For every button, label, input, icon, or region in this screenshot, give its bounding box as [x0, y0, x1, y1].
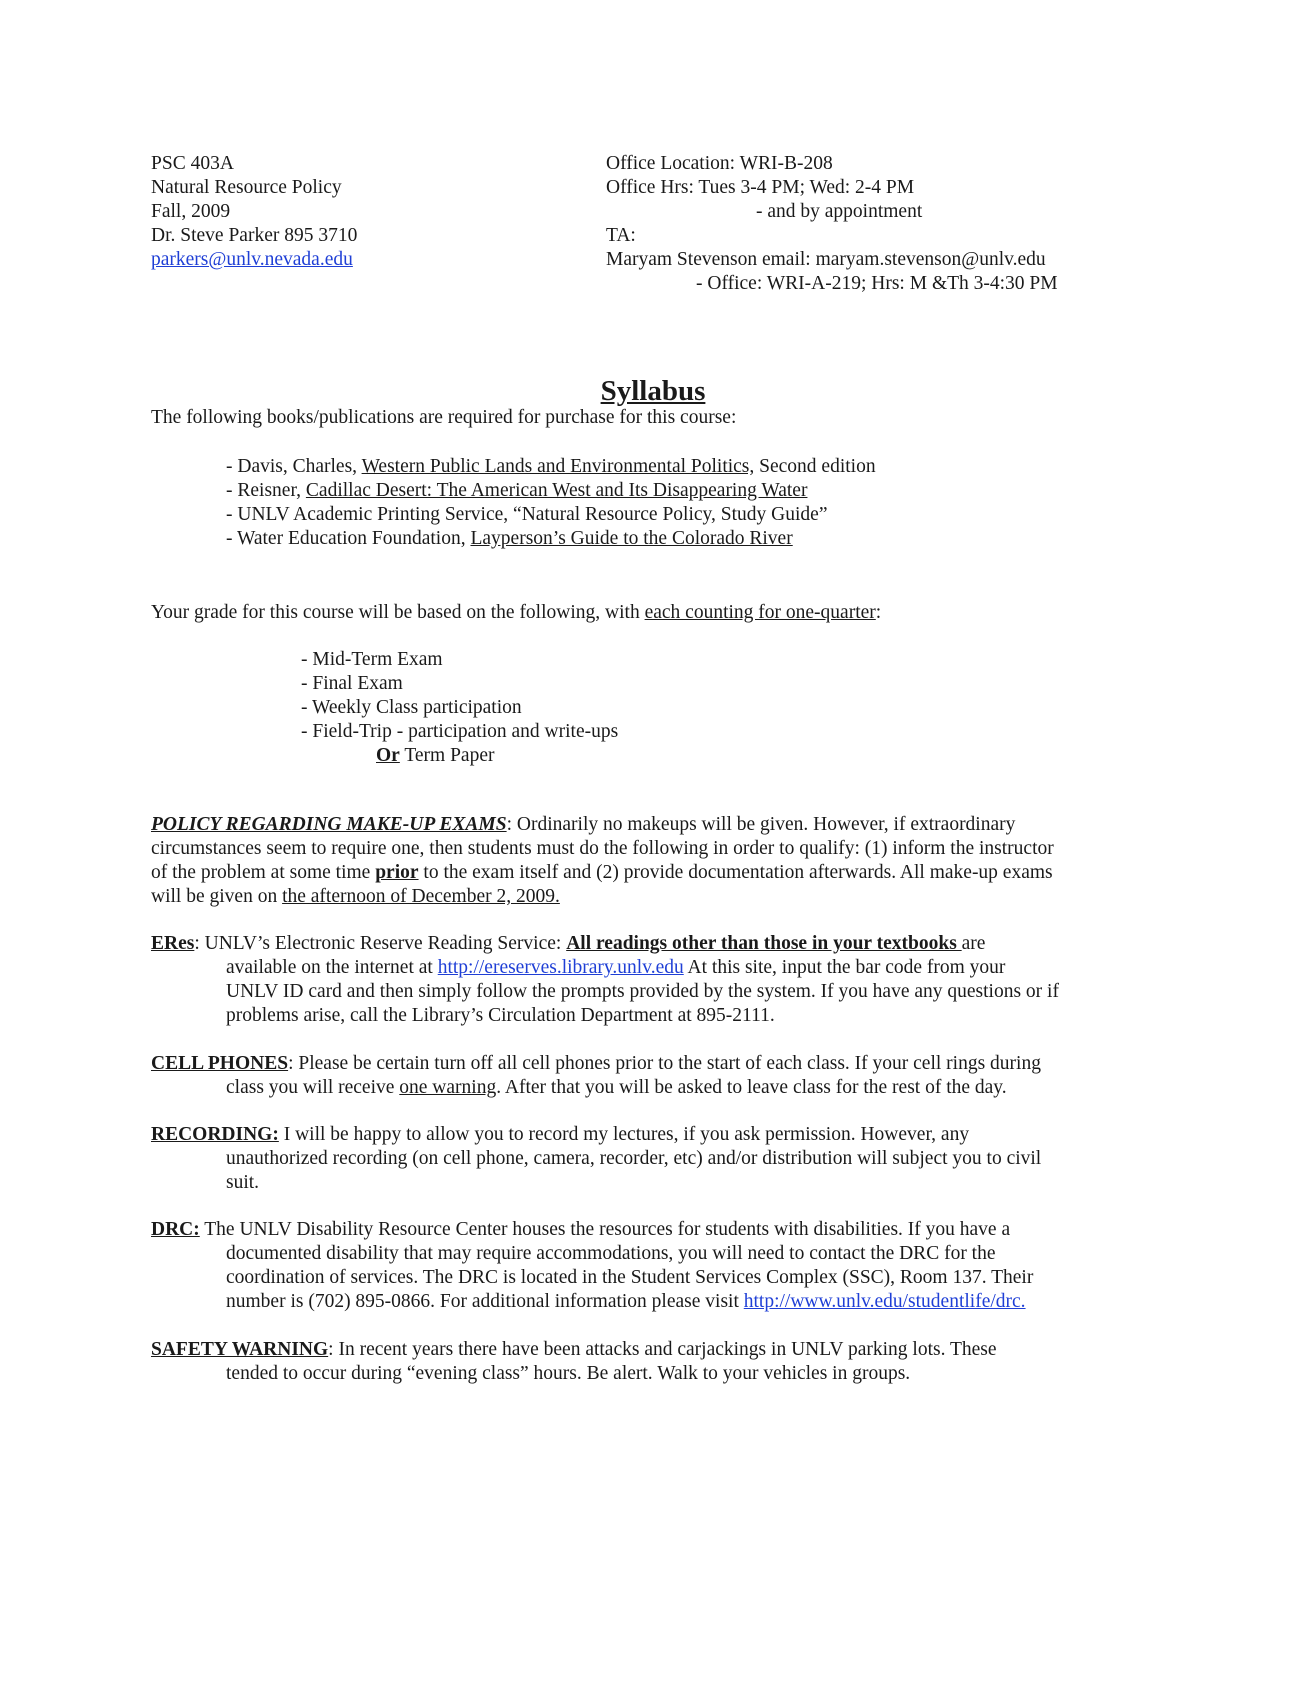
eres-line: UNLV ID card and then simply follow the prompts provided by the system. If you have any questions or if	[226, 981, 1059, 1002]
cell-line: CELL PHONES: Please be certain turn off all cell phones prior to the start of each class. If your cell rings during	[151, 1053, 1041, 1074]
drc-line: coordination of services. The DRC is located in the Student Services Complex (SSC), Room 137. Their	[226, 1267, 1034, 1288]
course-code: PSC 403A	[151, 153, 234, 174]
book-item: - Water Education Foundation, Layperson’s Guide to the Colorado River	[226, 528, 793, 549]
office-hours: Office Hrs: Tues 3-4 PM; Wed: 2-4 PM	[606, 177, 915, 198]
recording-line: RECORDING: I will be happy to allow you to record my lectures, if you ask permission. However, any	[151, 1124, 970, 1145]
grading-item: - Mid-Term Exam	[301, 649, 443, 670]
ta-office: - Office: WRI-A-219; Hrs: M &Th 3-4:30 PM	[696, 273, 1058, 294]
policy-line: of the problem at some time prior to the exam itself and (2) provide documentation afterwards. All make-up exams	[151, 862, 1053, 883]
drc-line: DRC: The UNLV Disability Resource Center houses the resources for students with disabilities. If you have a	[151, 1219, 1011, 1240]
books-intro: The following books/publications are required for purchase for this course:	[151, 407, 737, 428]
policy-line: circumstances seem to require one, then students must do the following in order to qualify: (1) inform the instructor	[151, 838, 1054, 859]
recording-line: unauthorized recording (on cell phone, camera, recorder, etc) and/or distribution will subject you to civil	[226, 1148, 1042, 1169]
eres-line: ERes: UNLV’s Electronic Reserve Reading Service: All readings other than those in your textbooks are	[151, 933, 986, 954]
drc-link[interactable]: http://www.unlv.edu/studentlife/drc.	[743, 1291, 1026, 1312]
instructor: Dr. Steve Parker 895 3710	[151, 225, 358, 246]
book-item: - Davis, Charles, Western Public Lands and Environmental Politics, Second edition	[226, 456, 876, 477]
book-item: - Reisner, Cadillac Desert: The American West and Its Disappearing Water	[226, 480, 808, 501]
cell-line: class you will receive one warning. After that you will be asked to leave class for the rest of the day.	[226, 1077, 1007, 1098]
drc-line: documented disability that may require accommodations, you will need to contact the DRC for the	[226, 1243, 996, 1264]
office-appointment: - and by appointment	[756, 201, 923, 222]
eres-line: available on the internet at http://ereserves.library.unlv.edu At this site, input the bar code from your	[226, 957, 1006, 978]
ta-label: TA:	[606, 225, 636, 246]
course-name: Natural Resource Policy	[151, 177, 342, 198]
policy-line: will be given on the afternoon of December 2, 2009.	[151, 886, 560, 907]
office-location: Office Location: WRI-B-208	[606, 153, 833, 174]
safety-line: tended to occur during “evening class” hours. Be alert. Walk to your vehicles in groups.	[226, 1363, 911, 1384]
recording-line: suit.	[226, 1172, 260, 1193]
policy-line: POLICY REGARDING MAKE-UP EXAMS: Ordinarily no makeups will be given. However, if extraordinary	[151, 814, 1016, 835]
book-item: - UNLV Academic Printing Service, “Natural Resource Policy, Study Guide”	[226, 504, 828, 525]
grading-item: - Weekly Class participation	[301, 697, 522, 718]
drc-line: number is (702) 895-0866. For additional information please visit http://www.unlv.edu/studentlife/drc.	[226, 1291, 1026, 1312]
course-term: Fall, 2009	[151, 201, 231, 222]
eres-line: problems arise, call the Library’s Circulation Department at 895-2111.	[226, 1005, 775, 1026]
instructor-email-link[interactable]: parkers@unlv.nevada.edu	[151, 249, 353, 270]
grading-item: - Field-Trip - participation and write-ups	[301, 721, 619, 742]
ta-contact: Maryam Stevenson email: maryam.stevenson@unlv.edu	[606, 249, 1046, 270]
safety-line: SAFETY WARNING: In recent years there have been attacks and carjackings in UNLV parking lots. These	[151, 1339, 997, 1360]
grading-item: - Final Exam	[301, 673, 403, 694]
grading-intro: Your grade for this course will be based on the following, with each counting for one-quarter:	[151, 602, 882, 623]
grading-or-item: Or Term Paper	[376, 745, 495, 766]
ereserves-link[interactable]: http://ereserves.library.unlv.edu	[437, 957, 684, 978]
page-title: Syllabus	[600, 375, 706, 407]
